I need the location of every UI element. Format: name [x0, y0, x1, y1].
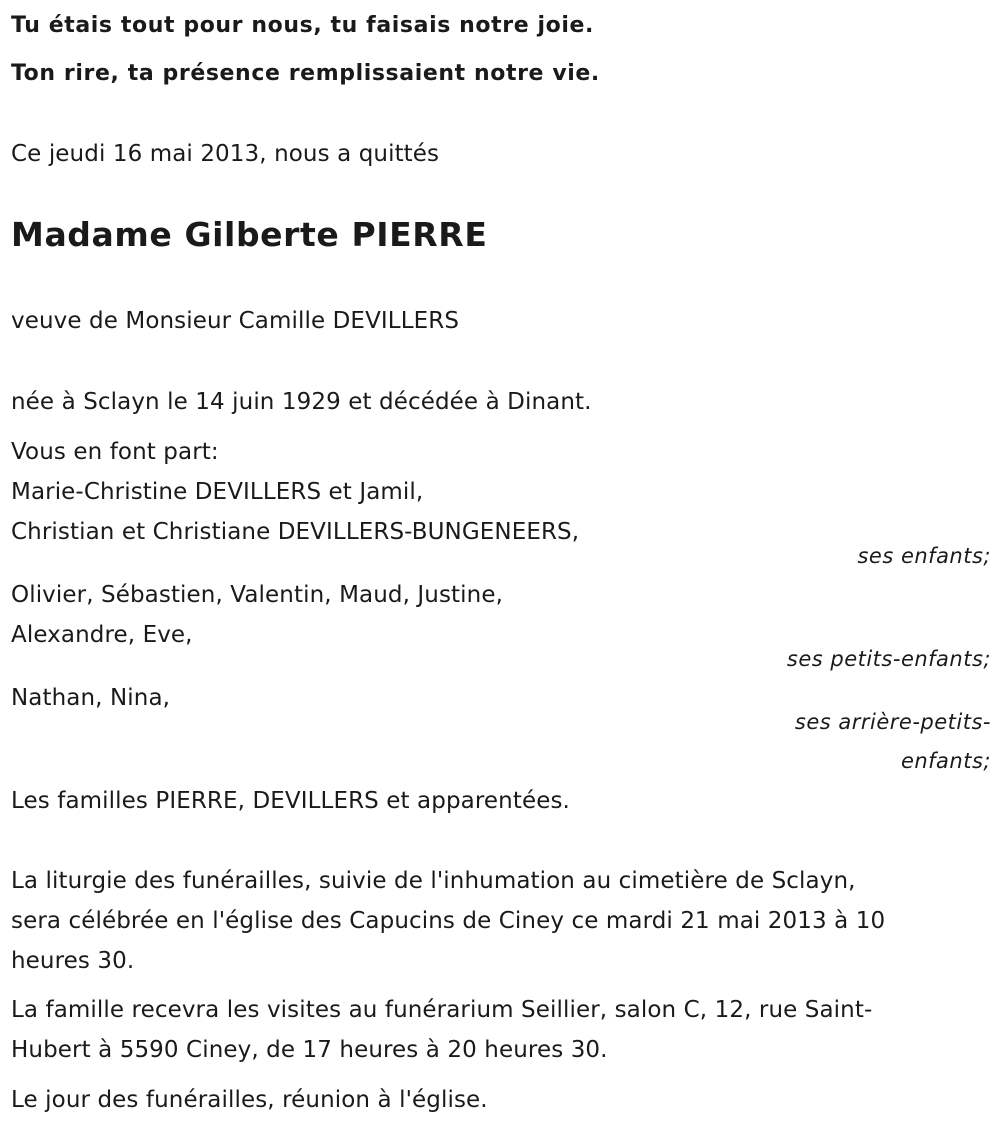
great-grandchildren-relation-2: enfants;: [900, 749, 991, 773]
liturgy-line-3: heures 30.: [11, 948, 135, 974]
deceased-name: Madame Gilberte PIERRE: [11, 215, 488, 254]
liturgy-line-2: sera célébrée en l'église des Capucins de Ciney ce mardi 21 mai 2013 à 10: [11, 908, 886, 934]
grandchildren-relation: ses petits-enfants;: [786, 647, 991, 671]
epitaph-line-1: Tu étais tout pour nous, tu faisais notre joie.: [11, 13, 594, 38]
visits-line-2: Hubert à 5590 Ciney, de 17 heures à 20 heures 30.: [11, 1037, 608, 1063]
epitaph-line-2: Ton rire, ta présence remplissaient notre vie.: [11, 61, 600, 86]
children-line-1: Marie-Christine DEVILLERS et Jamil,: [11, 479, 424, 505]
intro-text: Ce jeudi 16 mai 2013, nous a quittés: [11, 141, 440, 167]
announce-text: Vous en font part:: [11, 439, 219, 465]
visits-line-1: La famille recevra les visites au funérarium Seillier, salon C, 12, rue Saint-: [11, 997, 873, 1023]
families-text: Les familles PIERRE, DEVILLERS et apparentées.: [11, 788, 570, 814]
great-grandchildren-relation-1: ses arrière-petits-: [794, 710, 991, 734]
funeral-day-text: Le jour des funérailles, réunion à l'église.: [11, 1087, 488, 1113]
children-line-2: Christian et Christiane DEVILLERS-BUNGENEERS,: [11, 519, 580, 545]
birth-death-text: née à Sclayn le 14 juin 1929 et décédée à Dinant.: [11, 389, 592, 415]
liturgy-line-1: La liturgie des funérailles, suivie de l'inhumation au cimetière de Sclayn,: [11, 868, 856, 894]
children-relation: ses enfants;: [857, 544, 991, 568]
great-grandchildren-line-1: Nathan, Nina,: [11, 685, 171, 711]
grandchildren-line-1: Olivier, Sébastien, Valentin, Maud, Justine,: [11, 582, 503, 608]
grandchildren-line-2: Alexandre, Eve,: [11, 622, 193, 648]
widow-of-text: veuve de Monsieur Camille DEVILLERS: [11, 308, 460, 334]
